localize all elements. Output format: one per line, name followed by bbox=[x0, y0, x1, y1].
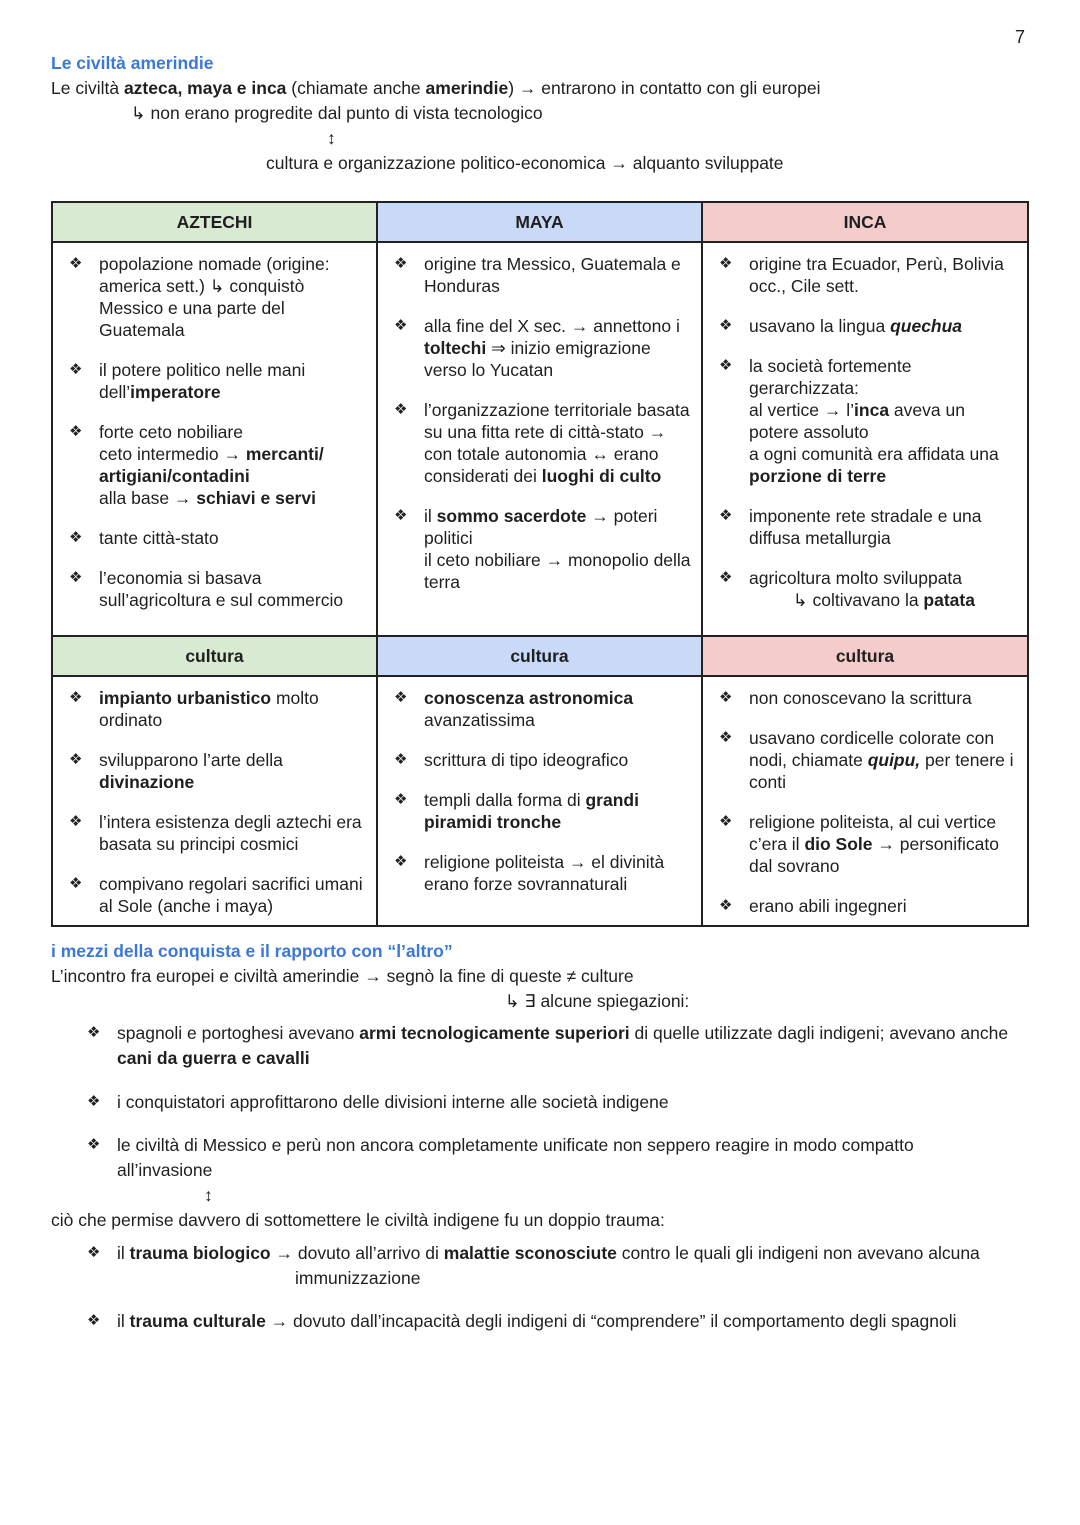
intro-line-3: cultura e organizzazione politico-economica → alquanto sviluppate bbox=[266, 153, 784, 173]
list-item: ❖ usavano la lingua quechua bbox=[749, 315, 1017, 337]
list-item: ❖ il sommo sacerdote → poteri politici il ceto nobiliare → monopolio della terra bbox=[424, 505, 691, 593]
header-cultura-maya: cultura bbox=[377, 636, 702, 676]
maya-cell bbox=[377, 242, 702, 636]
list-item: ❖ svilupparono l’arte della divinazione bbox=[99, 749, 366, 793]
list-item: ❖ origine tra Ecuador, Perù, Bolivia occ., Cile sett. bbox=[749, 253, 1017, 297]
list-item: ❖ usavano cordicelle colorate con nodi, chiamate quipu, per tenere i conti bbox=[749, 727, 1017, 793]
list-item: ❖ popolazione nomade (origine: america sett.) ↳ conquistò Messico e una parte del Guatemala bbox=[99, 253, 366, 341]
list-item: ❖ origine tra Messico, Guatemala e Honduras bbox=[424, 253, 691, 297]
double-arrow-icon: ↕ bbox=[204, 1185, 213, 1205]
list-item: ❖ imponente rete stradale e una diffusa metallurgia bbox=[749, 505, 1017, 549]
list-item: ❖ il trauma culturale → dovuto dall’incapacità degli indigeni di “comprendere” il comportamento degli spagnoli bbox=[117, 1310, 956, 1332]
header-cultura-inca: cultura bbox=[702, 636, 1028, 676]
header-maya: MAYA bbox=[377, 202, 702, 242]
list-item: ❖ impianto urbanistico molto ordinato bbox=[99, 687, 366, 731]
inca-cell bbox=[702, 242, 1028, 636]
list-item: ❖ le civiltà di Messico e perù non ancora completamente unificate non seppero reagire in modo compatto all’invasione bbox=[117, 1134, 1037, 1181]
header-inca: INCA bbox=[702, 202, 1028, 242]
conquest-line-2: ↳ ∃ alcune spiegazioni: bbox=[505, 991, 690, 1011]
conquest-line-1: L’incontro fra europei e civiltà amerindie → segnò la fine di queste ≠ culture bbox=[51, 966, 634, 986]
list-item: ❖ il potere politico nelle mani dell’imperatore bbox=[99, 359, 366, 403]
list-item: ❖ l’intera esistenza degli aztechi era basata su principi cosmici bbox=[99, 811, 366, 855]
page-number: 7 bbox=[1015, 27, 1026, 47]
header-aztechi: AZTECHI bbox=[52, 202, 377, 242]
list-item: ❖ religione politeista → el divinità erano forze sovrannaturali bbox=[424, 851, 691, 895]
list-item: ❖ alla fine del X sec. → annettono i toltechi ⇒ inizio emigrazione verso lo Yucatan bbox=[424, 315, 691, 381]
intro-line-1: Le civiltà azteca, maya e inca (chiamate anche amerindie) → entrarono in contatto con gli europei bbox=[51, 78, 821, 98]
aztechi-cultura-cell bbox=[52, 676, 377, 926]
list-item: ❖ scrittura di tipo ideografico bbox=[424, 749, 691, 771]
list-item: ❖ religione politeista, al cui vertice c’era il dio Sole → personificato dal sovrano bbox=[749, 811, 1017, 877]
list-item: ❖ la società fortemente gerarchizzata: al vertice → l’inca aveva un potere assoluto a ogni comunità era affidata una porzione di terre bbox=[749, 355, 1017, 487]
list-item: ❖ tante città-stato bbox=[99, 527, 366, 549]
list-item: ❖ il trauma biologico → dovuto all’arrivo di malattie sconosciute contro le quali gli indigeni non avevano alcuna immunizzazione bbox=[117, 1242, 1037, 1289]
list-item: ❖ i conquistatori approfittarono delle divisioni interne alle società indigene bbox=[117, 1091, 669, 1113]
list-item: ❖ conoscenza astronomica avanzatissima bbox=[424, 687, 691, 731]
list-item: ❖ erano abili ingegneri bbox=[749, 895, 1017, 917]
list-item: ❖ l’organizzazione territoriale basata su una fitta rete di città-stato → con totale autonomia ↔ erano considerati dei luoghi di culto bbox=[424, 399, 691, 487]
inca-cultura-cell bbox=[702, 676, 1028, 926]
header-cultura-aztechi: cultura bbox=[52, 636, 377, 676]
list-item: ❖ templi dalla forma di grandi piramidi tronche bbox=[424, 789, 691, 833]
maya-cultura-cell bbox=[377, 676, 702, 926]
section-title-civilta: Le civiltà amerindie bbox=[51, 53, 214, 73]
section-title-conquista: i mezzi della conquista e il rapporto con “l’altro” bbox=[51, 941, 453, 961]
list-item: ❖ compivano regolari sacrifici umani al Sole (anche i maya) bbox=[99, 873, 366, 917]
conquest-line-3: ciò che permise davvero di sottomettere le civiltà indigene fu un doppio trauma: bbox=[51, 1210, 665, 1230]
list-item: ❖ non conoscevano la scrittura bbox=[749, 687, 1017, 709]
list-item: ❖ l’economia si basava sull’agricoltura e sul commercio bbox=[99, 567, 366, 611]
intro-line-2: ↳ non erano progredite dal punto di vista tecnologico bbox=[131, 103, 543, 123]
list-item: ❖ agricoltura molto sviluppata ↳ coltivavano la patata bbox=[749, 567, 1017, 611]
list-item: ❖ spagnoli e portoghesi avevano armi tecnologicamente superiori di quelle utilizzate dagli indigeni; avevano anche cani da guerra e cavalli bbox=[117, 1022, 1037, 1069]
aztechi-cell bbox=[52, 242, 377, 636]
double-arrow-icon: ↕ bbox=[327, 128, 336, 148]
civilizations-table bbox=[51, 201, 1029, 927]
list-item: ❖ forte ceto nobiliare ceto intermedio → mercanti/ artigiani/contadini alla base → schiavi e servi bbox=[99, 421, 366, 509]
